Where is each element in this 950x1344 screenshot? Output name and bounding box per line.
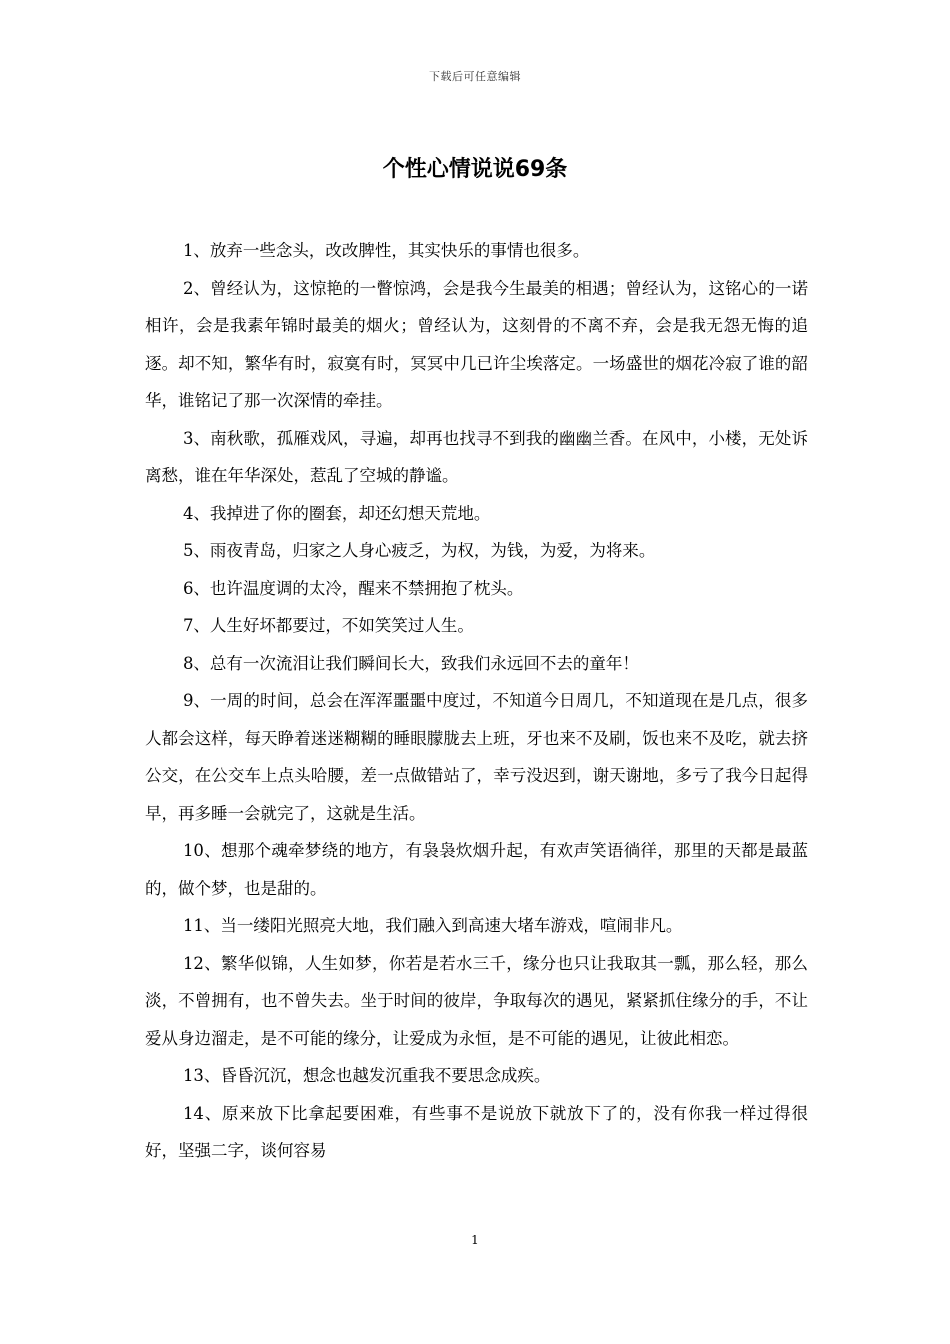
paragraph-11: 11、当一缕阳光照亮大地，我们融入到高速大堵车游戏，喧闹非凡。: [182, 916, 683, 935]
paragraph-5: 5、雨夜青岛，归家之人身心疲乏，为权，为钱，为爱，为将来。: [182, 541, 656, 560]
paragraph-6: 6、也许温度调的太冷，醒来不禁拥抱了枕头。: [182, 578, 524, 598]
paragraph-2: 2、曾经认为，这惊艳的一瞥惊鸿，会是我今生最美的相遇；曾经认为，这铭心的一诺相许，会是我素年锦时最美的烟火；曾经认为，这刻骨的不离不弃，会是我无怨无悔的追逐。却不知，繁华有时，寂寞有时，冥冥中几已许尘埃落定。一场盛世的烟花冷寂了谁的韶华，谁铭记了那一次深情的牵挂。: [145, 278, 808, 410]
page-header: 下载后可任意编辑: [429, 70, 521, 83]
paragraph-12: 12、繁华似锦，人生如梦，你若是若水三千，缘分也只让我取其一瓢，那么轻，那么淡，不曾拥有，也不曾失去。坐于时间的彼岸，争取每次的遇见，紧紧抓住缘分的手，不让爱从身边溜走，是不可能的缘分，让爱成为永恒，是不可能的遇见，让彼此相恋。: [145, 953, 808, 1048]
document-body: [145, 232, 808, 1170]
paragraph-1: 1、放弃一些念头，改改脾性，其实快乐的事情也很多。: [182, 241, 590, 260]
paragraph-3: 3、南秋歌，孤雁戏风，寻遍，却再也找寻不到我的幽幽兰香。在风中，小楼，无处诉离愁，谁在年华深处，惹乱了空城的静谧。: [145, 428, 808, 485]
page-number: 1: [471, 1233, 479, 1247]
paragraph-8: 8、总有一次流泪让我们瞬间长大，致我们永远回不去的童年！: [182, 653, 639, 673]
paragraph-9: 9、一周的时间，总会在浑浑噩噩中度过，不知道今日周几，不知道现在是几点，很多人都会这样，每天睁着迷迷糊糊的睡眼朦胧去上班，牙也来不及刷，饭也来不及吃，就去挤公交，在公交车上点头哈腰，差一点做错站了，幸亏没迟到，谢天谢地，多亏了我今日起得早，再多睡一会就完了，这就是生活。: [145, 691, 808, 823]
paragraph-10: 10、想那个魂牵梦绕的地方，有袅袅炊烟升起，有欢声笑语徜徉，那里的天都是最蓝的，做个梦，也是甜的。: [145, 841, 808, 898]
document-title: 个性心情说说69条: [382, 157, 568, 182]
paragraph-13: 13、昏昏沉沉，想念也越发沉重我不要思念成疾。: [182, 1066, 551, 1085]
paragraph-4: 4、我掉进了你的圈套，却还幻想天荒地。: [182, 503, 491, 523]
paragraph-7: 7、人生好坏都要过，不如笑笑过人生。: [182, 616, 474, 635]
paragraph-14: 14、原来放下比拿起要困难，有些事不是说放下就放下了的，没有你我一样过得很好，坚强二字，谈何容易: [145, 1103, 808, 1160]
